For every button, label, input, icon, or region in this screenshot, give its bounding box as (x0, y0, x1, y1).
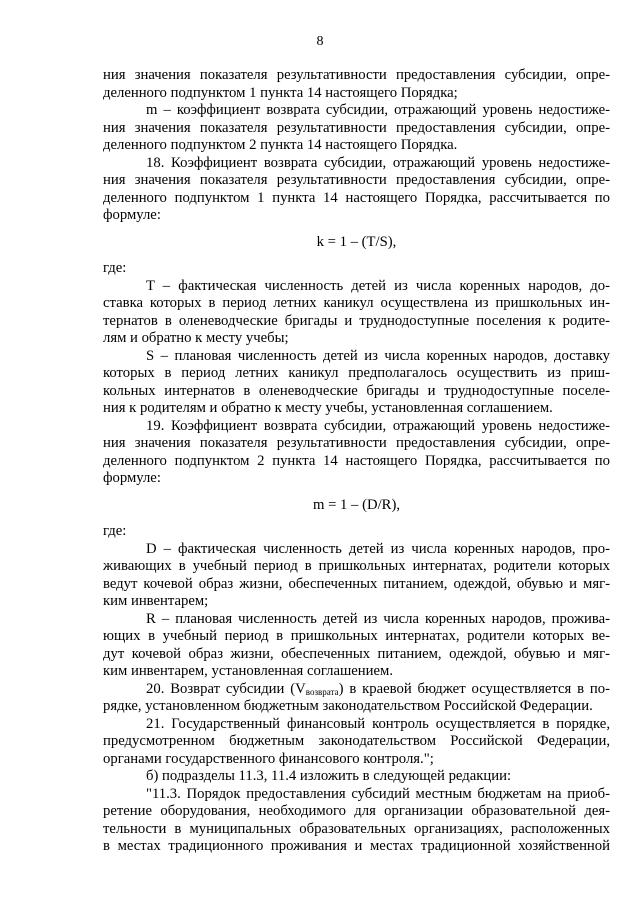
text-line: "11.3. Порядок предоставления субсидий местным бюджетам на приоб- (146, 785, 610, 802)
text-line: D – фактическая численность детей из числа коренных народов, про- (146, 540, 610, 557)
subscript: возврата (305, 686, 339, 697)
text-line: б) подразделы 11.3, 11.4 изложить в следующей редакции: (146, 768, 512, 784)
text-line: ния к родителям и обратно к месту учебы, установленная соглашением. (103, 400, 553, 416)
text-line: S – плановая численность детей из числа коренных народов, доставку (146, 347, 610, 364)
text-line: формуле: (103, 470, 161, 486)
text-line: тернатов в оленеводческие бригады и труднодоступные поселения к родите- (103, 312, 610, 329)
text-line: 19. Коэффициент возврата субсидии, отражающий уровень недостиже- (146, 417, 610, 434)
text-line: ния значения показателя результативности предоставления субсидии, опре- (103, 435, 610, 451)
text-line: ким инвентарем, установленная соглашением. (103, 663, 393, 679)
text-line: где: (103, 523, 127, 539)
text-line: ния значения показателя результативности предоставления субсидии, опре- (103, 119, 610, 136)
text-line: ющих в учебный период в пришкольных интернатах, родители которых ве- (103, 628, 610, 644)
text-line: ния значения показателя результативности предоставления субсидии, опре- (103, 67, 610, 83)
text-line: дут кочевой образ жизни, обеспеченных питанием, одеждой, обувью и мяг- (103, 645, 610, 662)
formula-k: k = 1 – (T/S), (316, 233, 397, 250)
text-line: формуле: (103, 207, 161, 223)
text-line: ретение оборудования, необходимого для организации образовательной дея- (103, 803, 610, 819)
text-line: деленного подпунктом 1 пункта 14 настоящего Порядка, рассчитывается по (103, 189, 610, 206)
text-line: 18. Коэффициент возврата субсидии, отражающий уровень недостиже- (146, 154, 610, 171)
text-line: органами государственного финансового контроля."; (103, 750, 434, 767)
text-line: в местах традиционного проживания и местах традиционной хозяйственной (103, 838, 610, 854)
text-line: предусмотренном бюджетным законодательством Российской Федерации, (103, 733, 610, 749)
page-number: 8 (316, 34, 324, 49)
text-line: тельности в муниципальных образовательных организациях, расположенных (103, 820, 610, 837)
text-line: где: (103, 260, 127, 276)
text-fragment: ) в краевой бюджет осуществляется в по- (338, 680, 610, 697)
text-line: деленного подпунктом 2 пункта 14 настоящего Порядка, рассчитывается по (103, 452, 610, 469)
text-line: кольных интернатов в оленеводческие бригады и труднодоступные поселе- (103, 382, 610, 399)
text-line: деленного подпунктом 2 пункта 14 настоящего Порядка. (103, 137, 458, 153)
text-line: 21. Государственный финансовый контроль осуществляется в порядке, (146, 715, 610, 732)
text-line: ния значения показателя результативности предоставления субсидии, опре- (103, 172, 610, 188)
text-line: рядке, установленном бюджетным законодательством Российской Федерации. (103, 698, 593, 714)
text-line: лям и обратно к месту учебы; (103, 330, 289, 346)
text-line: ким инвентарем; (103, 593, 209, 609)
text-fragment: 20. Возврат субсидии (V (146, 680, 306, 697)
text-line: m – коэффициент возврата субсидии, отражающий уровень недостиже- (146, 102, 610, 118)
text-line: деленного подпунктом 1 пункта 14 настоящего Порядка; (103, 84, 458, 101)
text-line: которых в период летних каникул предполагалось осуществить из приш- (103, 365, 610, 381)
text-line (103, 681, 610, 699)
formula-m: m = 1 – (D/R), (312, 496, 401, 513)
text-line: живающих в учебный период в пришкольных интернатах, родители которых (103, 558, 610, 574)
text-line: ведут кочевой образ жизни, обеспеченных питанием, одеждой, обувью и мяг- (103, 575, 610, 592)
text-line: ставка которых в период летних каникул осуществлена из пришкольных ин- (103, 295, 610, 311)
text-line: T – фактическая численность детей из числа коренных народов, до- (146, 277, 610, 294)
document-body (103, 67, 610, 856)
text-line: R – плановая численность детей из числа коренных народов, прожива- (146, 610, 610, 627)
